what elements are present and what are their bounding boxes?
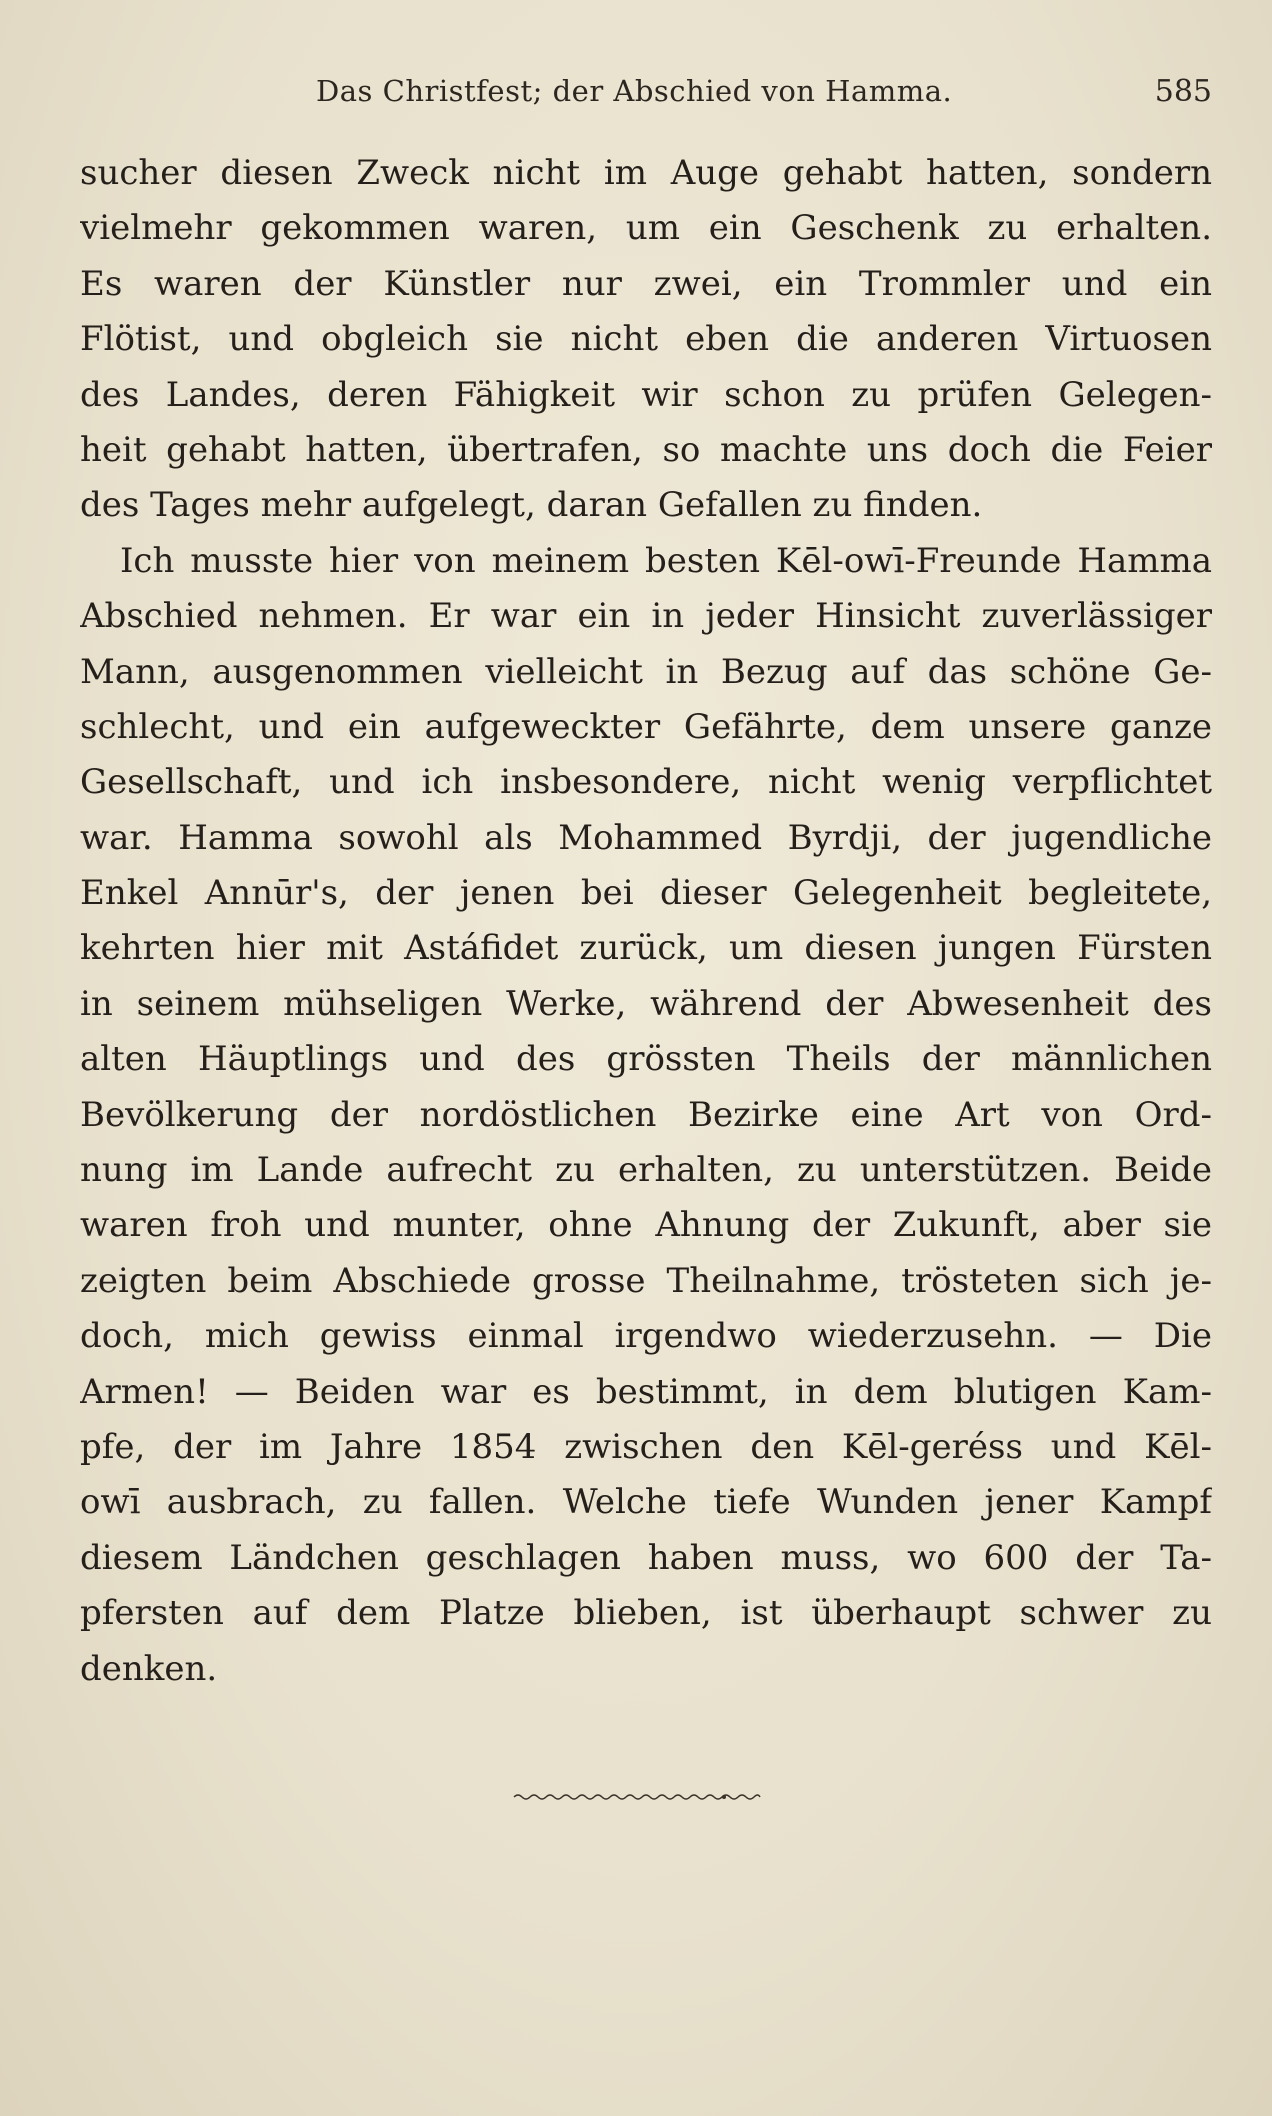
running-title: Das Christfest; der Abschied von Hamma. xyxy=(316,74,953,108)
text-line: des Tages mehr aufgelegt, daran Gefallen zu finden. xyxy=(80,485,983,526)
text-line: Flötist, und obgleich sie nicht eben die anderen Virtuosen xyxy=(80,319,1212,360)
text-line: Abschied nehmen. Er war ein in jeder Hinsicht zuverlässiger xyxy=(80,596,1212,637)
text-line: alten Häuptlings und des grössten Theils der männlichen xyxy=(80,1039,1212,1080)
text-line: war. Hamma sowohl als Mohammed Byrdji, der jugendliche xyxy=(80,817,1212,858)
text-line: nung im Lande aufrecht zu erhalten, zu unterstützen. Beide xyxy=(80,1150,1212,1191)
text-line: heit gehabt hatten, übertrafen, so machte uns doch die Feier xyxy=(80,429,1212,470)
text-line: in seinem mühseligen Werke, während der Abwesenheit des xyxy=(80,983,1212,1024)
text-line: doch, mich gewiss einmal irgendwo wiederzusehn. — Die xyxy=(80,1316,1212,1357)
text-line: denken. xyxy=(80,1648,218,1689)
text-line: waren froh und munter, ohne Ahnung der Zukunft, aber sie xyxy=(80,1205,1212,1246)
text-line: Gesellschaft, und ich insbesondere, nicht wenig verpflichtet xyxy=(80,762,1212,803)
text-line: Enkel Annūr's, der jenen bei dieser Gelegenheit begleitete, xyxy=(80,873,1212,914)
paragraph-2 xyxy=(80,534,1212,1697)
text-line: pfe, der im Jahre 1854 zwischen den Kēl-geréss und Kēl- xyxy=(80,1426,1212,1467)
paragraph-1 xyxy=(80,146,1212,534)
text-line: des Landes, deren Fähigkeit wir schon zu prüfen Gelegen- xyxy=(80,374,1212,415)
text-line: Es waren der Künstler nur zwei, ein Trommler und ein xyxy=(80,263,1212,304)
wavy-rule-ornament xyxy=(512,1790,762,1804)
text-line: pfersten auf dem Platze blieben, ist überhaupt schwer zu xyxy=(80,1593,1212,1634)
text-line: kehrten hier mit Astáfidet zurück, um diesen jungen Fürsten xyxy=(80,928,1212,969)
page-number: 585 xyxy=(1154,74,1212,109)
text-line: schlecht, und ein aufgeweckter Gefährte, dem unsere ganze xyxy=(80,706,1212,747)
text-line: vielmehr gekommen waren, um ein Geschenk zu erhalten. xyxy=(80,208,1212,249)
text-line: sucher diesen Zweck nicht im Auge gehabt hatten, sondern xyxy=(80,153,1212,193)
text-line: Bevölkerung der nordöstlichen Bezirke eine Art von Ord- xyxy=(80,1094,1212,1135)
text-line: Mann, ausgenommen vielleicht in Bezug auf das schöne Ge- xyxy=(80,651,1212,692)
text-line: diesem Ländchen geschlagen haben muss, wo 600 der Ta- xyxy=(80,1537,1212,1578)
text-line: Ich musste hier von meinem besten Kēl-owī-Freunde Hamma xyxy=(120,540,1212,581)
text-line: owī ausbrach, zu fallen. Welche tiefe Wunden jener Kampf xyxy=(80,1482,1212,1523)
page-header xyxy=(80,70,1212,120)
text-line: Armen! — Beiden war es bestimmt, in dem blutigen Kam- xyxy=(80,1371,1212,1412)
text-line: zeigten beim Abschiede grosse Theilnahme, trösteten sich je- xyxy=(80,1260,1212,1301)
body-text xyxy=(80,146,1212,1697)
